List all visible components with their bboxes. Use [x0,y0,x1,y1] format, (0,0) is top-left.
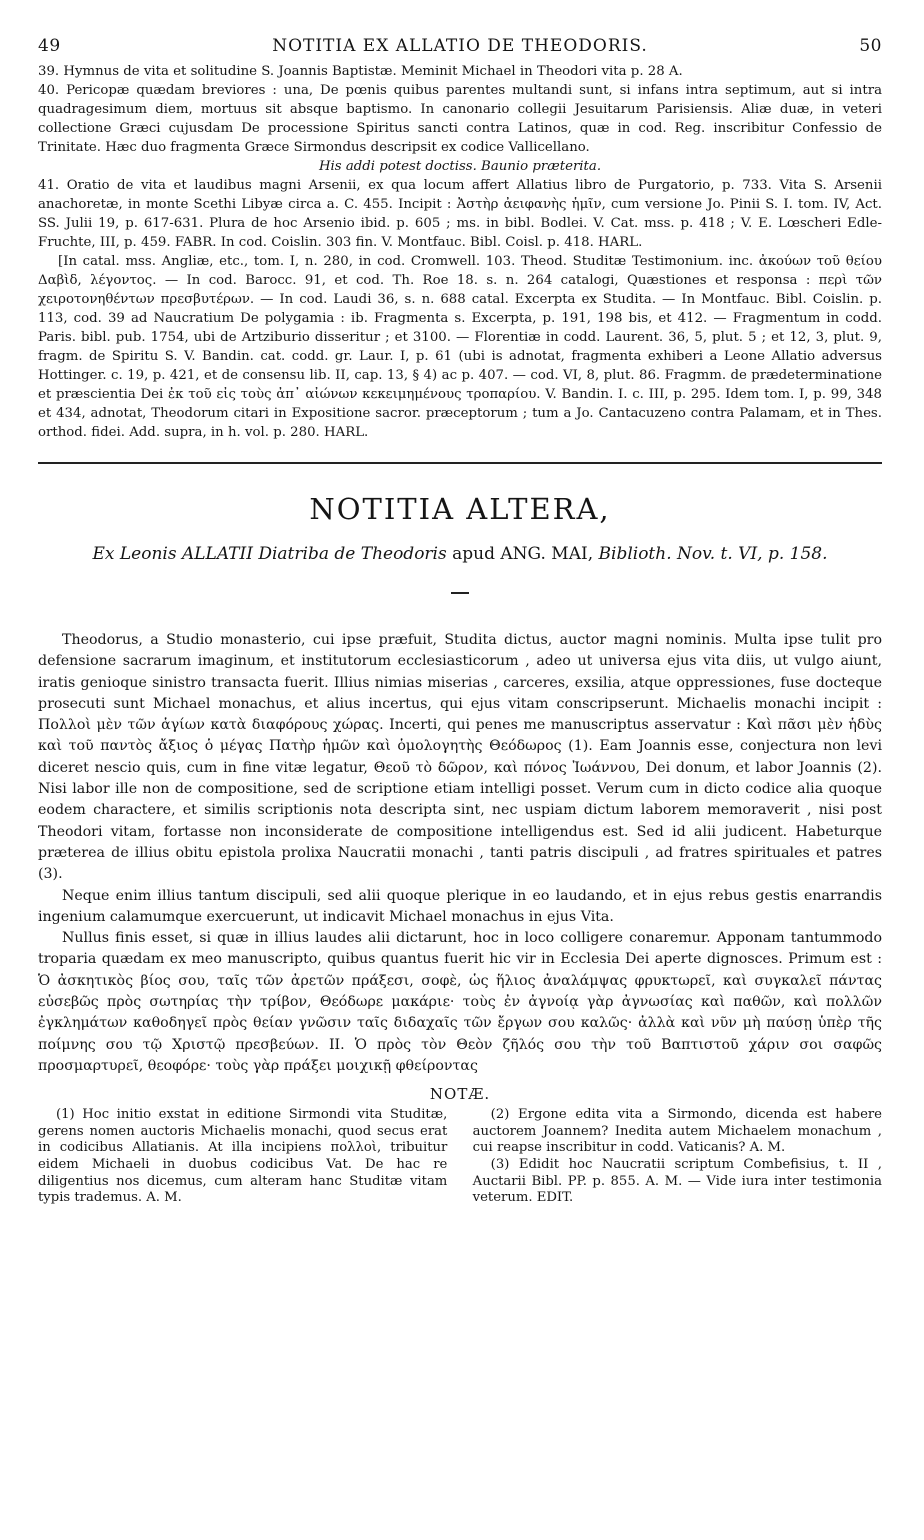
footnotes [38,1107,882,1207]
section-subtitle [38,544,882,564]
footnotes-left-column [38,1107,447,1207]
notes-heading: NOTÆ. [429,1085,491,1104]
catalogue-addition-note: His addi potest doctiss. Baunio præterita. [318,159,602,174]
catalogue-item-39: 39. Hymnus de vita et solitudine S. Joannis Baptistæ. Meminit Michael in Theodori vita p. 28 A. [38,64,683,79]
footnotes-right-column [473,1107,882,1207]
footnote-3: (3) Edidit hoc Naucratii scriptum Combefisius, t. II , Auctarii Bibl. PP. p. 855. A. M. — Vide iura inter testimonia veterum. EDIT. [472,1157,882,1206]
subtitle-reference: Biblioth. Nov. t. VI, p. 158. [598,544,828,564]
footnote-2: (2) Ergone edita vita a Sirmondo, dicenda est habere auctorem Joannem? Inedita autem Michaelem monachum , cui reapse inscribitur in codd. Vaticanis? A. M. [472,1107,882,1156]
catalogue-bracket-note: [In catal. mss. Angliæ, etc., tom. I, n. 280, in cod. Cromwell. 103. Theod. Studitæ Testimonium. inc. ἀκούων τοῦ θείου Δαβὶδ, λέγοντος. — In cod. Barocc. 91, et cod. Th. Roe 18. s. n. 264 catalogi, Quæstiones et responsa : περὶ τῶν χειροτονηθέντων πρεσβυτέρων. — In cod. Laudi 36, s. n. 688 catal. Excerpta ex Studita. — In Montfauc. Bibl. Coislin. p. 113, cod. 39 ad Naucratium De polygamia : ib. Fragmenta s. Excerpta, p. 191, 198 bis, et 412. — Fragmentum in codd. Paris. bibl. pub. 1754, ubi de Artziburio disseritur ; et 3100. — Florentiæ in codd. Laurent. 36, 5, plut. 5 ; et 12, 3, plut. 9, fragm. de Spiritu S. V. Bandin. cat. codd. gr. Laur. I, p. 61 (ubi is adnotat, fragmenta exhiberi a Leone Allatio adversus Hottinger. c. 19, p. 421, et de consensu lib. II, cap. 13, § 4) ac p. 407. — cod. VI, 8, plut. 86. Fragmm. de prædeterminatione et præscientia Dei ἐκ τοῦ εἰς τοὺς ἀπ᾽ αἰώνων κεκειμημένους τροπαρίου. V. Bandin. I. c. III, p. 295. Idem tom. I, p. 99, 348 et 434, adnotat, Theodorum citari in Expositione sacror. præceptorum ; tum a Jo. Cantacuzeno contra Palamam, et in Thes. orthod. fidei. Add. supra, in h. vol. p. 280. HARL. [38,254,882,440]
subtitle-source: Ex Leonis ALLATII Diatriba de Theodoris [92,544,447,564]
main-paragraph-2: Neque enim illius tantum discipuli, sed alii quoque plerique in eo laudando, et in ejus rebus gestis enarrandis ingenium calamumque exercuerunt, ut indicavit Michael monachus in ejus Vita. [38,887,882,925]
catalogue-item-40: 40. Pericopæ quædam breviores : una, De pœnis quibus parentes multandi sunt, si infans intra septimum, aut si intra quadragesimum diem, mortuus sit absque baptismo. In canonario collegii Jesuitarum Parisiensis. Aliæ duæ, in veteri collectione Græci cujusdam De processione Spiritus sancti contra Latinos, quæ in cod. Reg. inscribitur Confessio de Trinitate. Hæc duo fragmenta Græce Sirmondus descripsit ex codice Vallicellano. [38,83,882,155]
section-title: NOTITIA ALTERA, [309,492,611,526]
catalogue-section [38,62,882,442]
page-number-left: 49 [38,36,61,56]
section-divider [38,462,882,464]
main-text [38,630,882,1077]
main-paragraph-3: Nullus finis esset, si quæ in illius laudes alii dictarunt, hoc in loco colligere conaremur. Apponam tantummodo troparia quædam ex meo manuscripto, quibus quantus fuerit hic vir in Ecclesia Dei aperte dignosces. Primum est : Ὁ ἀσκητικὸς βίος σου, ταῖς τῶν ἀρετῶν πράξεσι, σοφὲ, ὡς ἥλιος ἀναλάμψας φρυκτωρεῖ, καὶ συγκαλεῖ πάντας εὐσεβῶς πρὸς σωτηρίας τὴν τρίβον, Θεόδωρε μακάριε· τοὺς ἐν ἀγνοίᾳ γὰρ ἀγνωσίας καὶ παθῶν, καὶ πολλῶν ἐγκλημάτων καθοδηγεῖ πρὸς θείαν γνῶσιν ταῖς διδαχαῖς τῶν ἔργων σου καλῶς· ἀλλὰ καὶ νῦν μὴ παύσῃ ὑπὲρ τῆς ποίμνης σου τῷ Χριστῷ πρεσβεύων. II. Ὁ πρὸς τὸν Θεὸν ζῆλός σου τὴν τοῦ Βαπτιστοῦ χάριν σοι σαφῶς προσμαρτυρεῖ, θεοφόρε· τοὺς γὰρ πράξει μοιχικῇ φθείροντας [38,930,882,1074]
title-dash [451,592,469,594]
subtitle-editor: apud ANG. MAI, [446,544,599,564]
footnote-1: (1) Hoc initio exstat in editione Sirmondi vita Studitæ, gerens nomen auctoris Michaelis monachi, quod secus erat in codicibus Allatianis. At illa incipiens πολλοὶ, tribuitur eidem Michaeli in duobus codicibus Vat. De hac re diligentius nos dicemus, cum alteram hanc Studitæ vitam typis trademus. A. M. [38,1107,448,1206]
main-paragraph-1: Theodorus, a Studio monasterio, cui ipse præfuit, Studita dictus, auctor magni nominis. Multa ipse tulit pro defensione sacrarum imaginum, et institutorum ecclesiasticorum , adeo ut universa ejus vita diis, ut vulgo aiunt, iratis genioque sinistro transacta fuerit. Illius nimias miserias , carceres, exsilia, atque oppressiones, fuse docteque prosecuti sunt Michael monachus, et alius incertus, qui ejus vitam conscripserunt. Michaelis monachi incipit : Πολλοὶ μὲν τῶν ἁγίων κατὰ διαφόρους χώρας. Incerti, qui penes me manuscriptus asservatur : Καὶ πᾶσι μὲν ἡδὺς καὶ τοῦ παντὸς ἄξιος ὁ μέγας Πατὴρ ἡμῶν καὶ ὁμολογητὴς Θεόδωρος (1). Eam Joannis esse, conjectura non levi diceret nescio quis, cum in fine vitæ legatur, Θεοῦ τὸ δῶρον, καὶ πόνος Ἰωάννου, Dei donum, et labor Joannis (2). Nisi labor ille non de compositione, sed de scriptione etiam intelligi posset. Verum cum in dicto codice alia quoque eodem charactere, et similis scriptionis nota descripta sint, nec uspiam dictum laborem memoraverit , nisi post Theodori vitam, fortasse non inconsiderate de compositione intelligendus est. Sed id alii judicent. Habeturque præterea de illius obitu epistola prolixa Naucratii monachi , tanti patris discipuli , ad fratres spirituales et patres (3). [38,632,882,883]
running-title: NOTITIA EX ALLATIO DE THEODORIS. [272,36,648,56]
running-header [38,36,882,56]
catalogue-item-41: 41. Oratio de vita et laudibus magni Arsenii, ex qua locum affert Allatius libro de Purgatorio, p. 733. Vita S. Arsenii anachoretæ, in monte Scethi Libyæ circa a. C. 455. Incipit : Ἀστὴρ ἀειφανὴς ἡμῖν, cum versione Jo. Pinii S. I. tom. IV, Act. SS. Julii 19, p. 617-631. Plura de hoc Arsenio ibid. p. 605 ; ms. in bibl. Bodlei. V. Cat. mss. p. 418 ; V. E. Lœscheri Edle-Fruchte, III, p. 459. FABR. In cod. Coislin. 303 fin. V. Montfauc. Bibl. Coisl. p. 418. HARL. [38,178,882,250]
page-number-right: 50 [859,36,882,56]
